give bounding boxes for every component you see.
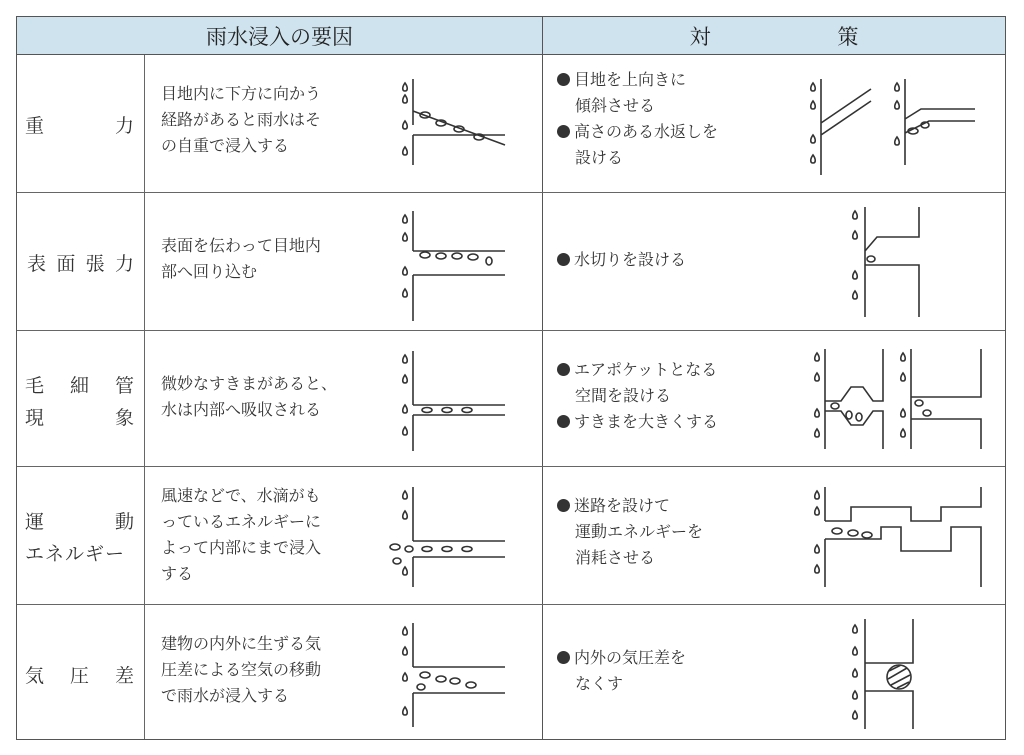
measure-cell bbox=[543, 55, 1005, 192]
measure-text bbox=[557, 357, 718, 435]
factor-cell bbox=[17, 605, 145, 739]
measure-text bbox=[557, 67, 718, 171]
factor-char: 運 bbox=[25, 511, 45, 533]
row-surface-tension bbox=[17, 193, 1005, 331]
measure-line: 運動エネルギーを bbox=[575, 522, 704, 541]
measure-cell bbox=[543, 193, 1005, 330]
factor-label bbox=[25, 507, 134, 534]
factor-char: 動 bbox=[114, 511, 134, 533]
gravity-measure-diagram bbox=[805, 75, 985, 175]
measure-line: 空間を設ける bbox=[575, 386, 672, 405]
header-causes: 雨水浸入の要因 bbox=[17, 17, 543, 55]
measure-cell bbox=[543, 467, 1005, 604]
cause-cell bbox=[145, 467, 543, 604]
pressure-measure-diagram bbox=[843, 619, 953, 729]
measure-line: 迷路を設けて bbox=[557, 493, 703, 519]
factor-cell bbox=[17, 55, 145, 192]
surface-tension-measure-diagram bbox=[843, 207, 953, 317]
cause-cell bbox=[145, 55, 543, 192]
factor-label-2 bbox=[25, 403, 134, 430]
factor-char: 表 bbox=[27, 253, 47, 275]
cause-line: 部へ回り込む bbox=[161, 262, 258, 281]
bullet-icon bbox=[557, 499, 570, 512]
gravity-cause-diagram bbox=[385, 75, 515, 175]
factor-char: 重 bbox=[25, 115, 45, 137]
factor-label bbox=[25, 371, 134, 398]
measure-line: なくす bbox=[575, 674, 624, 693]
rain-infiltration-table bbox=[16, 16, 1006, 740]
measure-line: 水切りを設ける bbox=[557, 247, 686, 273]
cause-text bbox=[161, 483, 361, 587]
header-measures: 対 策 bbox=[543, 17, 1005, 55]
factor-char: 張 bbox=[85, 253, 105, 275]
cause-line: っているエネルギーに bbox=[161, 512, 322, 531]
cause-line: 水は内部へ吸収される bbox=[161, 400, 322, 419]
factor-label bbox=[27, 249, 134, 276]
measure-line: 設ける bbox=[575, 148, 624, 167]
bullet-icon bbox=[557, 415, 570, 428]
measure-line: エアポケットとなる bbox=[557, 357, 718, 383]
factor-char: 力 bbox=[114, 253, 134, 275]
factor-char: 力 bbox=[114, 115, 134, 137]
measure-text bbox=[557, 247, 686, 273]
factor-cell bbox=[17, 193, 145, 330]
bullet-icon bbox=[557, 651, 570, 664]
bullet-icon bbox=[557, 125, 570, 138]
measure-cell bbox=[543, 331, 1005, 466]
factor-cell bbox=[17, 467, 145, 604]
factor-char: 象 bbox=[114, 407, 134, 429]
bullet-icon bbox=[557, 363, 570, 376]
factor-char: 差 bbox=[114, 665, 134, 687]
factor-char: 毛 bbox=[25, 375, 45, 397]
cause-text bbox=[161, 233, 361, 285]
measure-text bbox=[557, 645, 686, 697]
factor-char: 気 bbox=[25, 665, 45, 687]
cause-line: 圧差による空気の移動 bbox=[161, 660, 322, 679]
factor-char: 細 bbox=[69, 375, 89, 397]
cause-cell bbox=[145, 193, 543, 330]
factor-char: 現 bbox=[25, 407, 45, 429]
measure-line: 目地を上向きに bbox=[557, 67, 718, 93]
factor-label bbox=[25, 111, 134, 138]
pressure-cause-diagram bbox=[385, 623, 515, 727]
measure-line: 消耗させる bbox=[575, 548, 656, 567]
row-pressure-difference bbox=[17, 605, 1005, 739]
row-capillary bbox=[17, 331, 1005, 467]
measure-line: すきまを大きくする bbox=[557, 409, 718, 435]
cause-line: 表面を伝わって目地内 bbox=[161, 236, 321, 255]
cause-text bbox=[161, 81, 361, 159]
row-kinetic-energy bbox=[17, 467, 1005, 605]
kinetic-cause-diagram bbox=[385, 487, 515, 587]
cause-line: よって内部にまで浸入 bbox=[161, 538, 322, 557]
factor-char: 面 bbox=[56, 253, 76, 275]
kinetic-measure-diagram bbox=[801, 487, 991, 587]
cause-line: する bbox=[161, 564, 194, 583]
factor-label bbox=[25, 661, 134, 688]
cause-text bbox=[161, 631, 361, 709]
measure-line: 傾斜させる bbox=[575, 96, 656, 115]
factor-cell bbox=[17, 331, 145, 466]
factor-char: 管 bbox=[114, 375, 134, 397]
measure-line: 高さのある水返しを bbox=[557, 119, 718, 145]
cause-line: で雨水が浸入する bbox=[161, 686, 290, 705]
measure-line: 内外の気圧差を bbox=[557, 645, 686, 671]
cause-cell bbox=[145, 331, 543, 466]
bullet-icon bbox=[557, 253, 570, 266]
cause-line: 経路があると雨水はそ bbox=[161, 110, 322, 129]
cause-cell bbox=[145, 605, 543, 739]
cause-line: の自重で浸入する bbox=[161, 136, 290, 155]
measure-text bbox=[557, 493, 703, 571]
cause-line: 建物の内外に生ずる気 bbox=[161, 634, 322, 653]
row-gravity bbox=[17, 55, 1005, 193]
capillary-cause-diagram bbox=[385, 351, 515, 451]
factor-label-2: エネルギー bbox=[25, 543, 126, 565]
cause-line: 目地内に下方に向かう bbox=[161, 84, 322, 103]
measure-cell bbox=[543, 605, 1005, 739]
cause-line: 風速などで、水滴がも bbox=[161, 486, 321, 505]
bullet-icon bbox=[557, 73, 570, 86]
factor-char: 圧 bbox=[69, 665, 89, 687]
surface-tension-cause-diagram bbox=[385, 211, 515, 321]
cause-line: 微妙なすきまがあると、 bbox=[161, 374, 338, 393]
cause-text bbox=[161, 371, 381, 423]
capillary-measure-diagram bbox=[801, 349, 991, 449]
